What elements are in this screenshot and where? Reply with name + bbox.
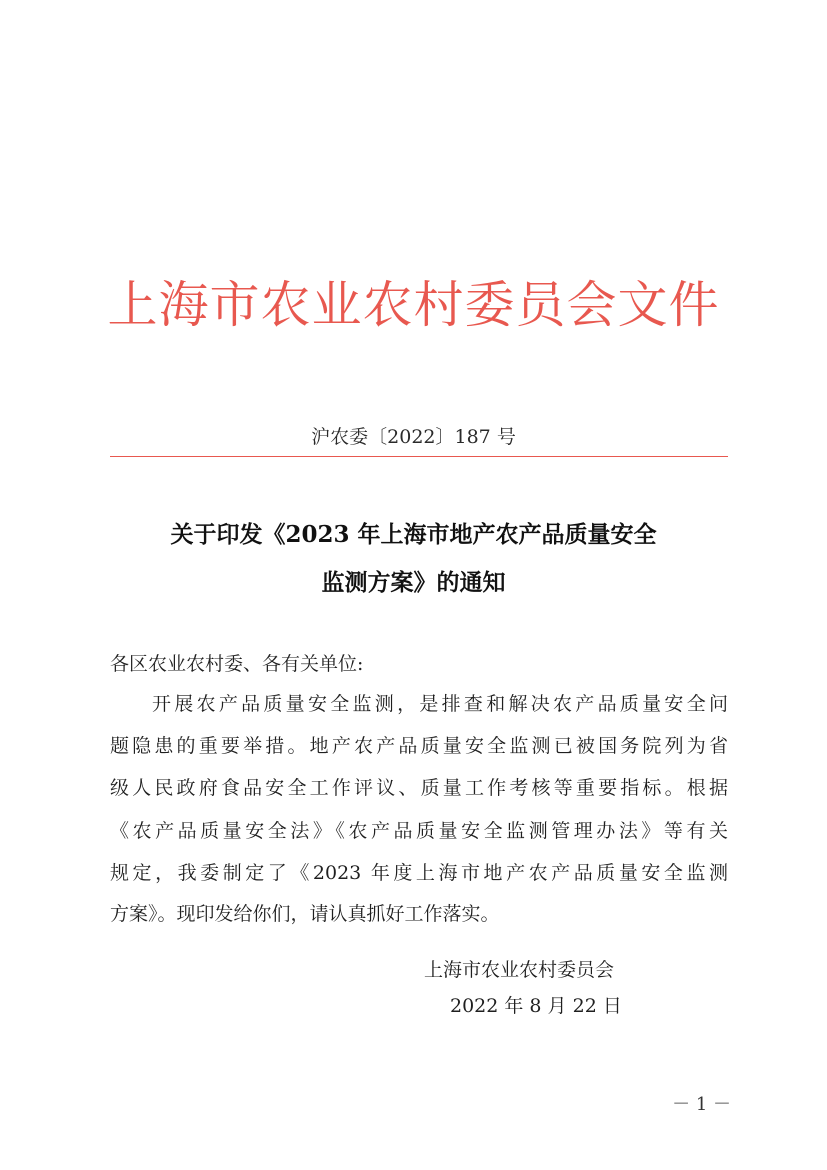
page-number: － 1 －: [672, 1094, 731, 1115]
red-divider-line: [110, 456, 728, 457]
body-line-3: 级人民政府食品安全工作评议、质量工作考核等重要指标。根据: [110, 777, 728, 799]
body-line-1: 开展农产品质量安全监测，是排查和解决农产品质量安全问: [152, 693, 728, 715]
body-line-6: 方案》。现印发给你们，请认真抓好工作落实。: [110, 903, 500, 925]
masthead-title: 上海市农业农村委员会文件: [107, 276, 720, 334]
signature-date: 2022 年 8 月 22 日: [450, 995, 622, 1017]
body-line-5: 规定，我委制定了《2023 年度上海市地产农产品质量安全监测: [110, 862, 728, 884]
signature-organization: 上海市农业农村委员会: [424, 959, 615, 981]
notice-title-line-1: 关于印发《2023 年上海市地产农产品质量安全: [170, 521, 657, 548]
salutation: 各区农业农村委、各有关单位:: [110, 653, 364, 675]
body-line-4: 《农产品质量安全法》《农产品质量安全监测管理办法》等有关: [110, 820, 728, 842]
body-line-2: 题隐患的重要举措。地产农产品质量安全监测已被国务院列为省: [110, 735, 728, 757]
notice-title-line-2: 监测方案》的通知: [321, 569, 506, 596]
document-number: 沪农委〔2022〕187 号: [311, 426, 516, 448]
